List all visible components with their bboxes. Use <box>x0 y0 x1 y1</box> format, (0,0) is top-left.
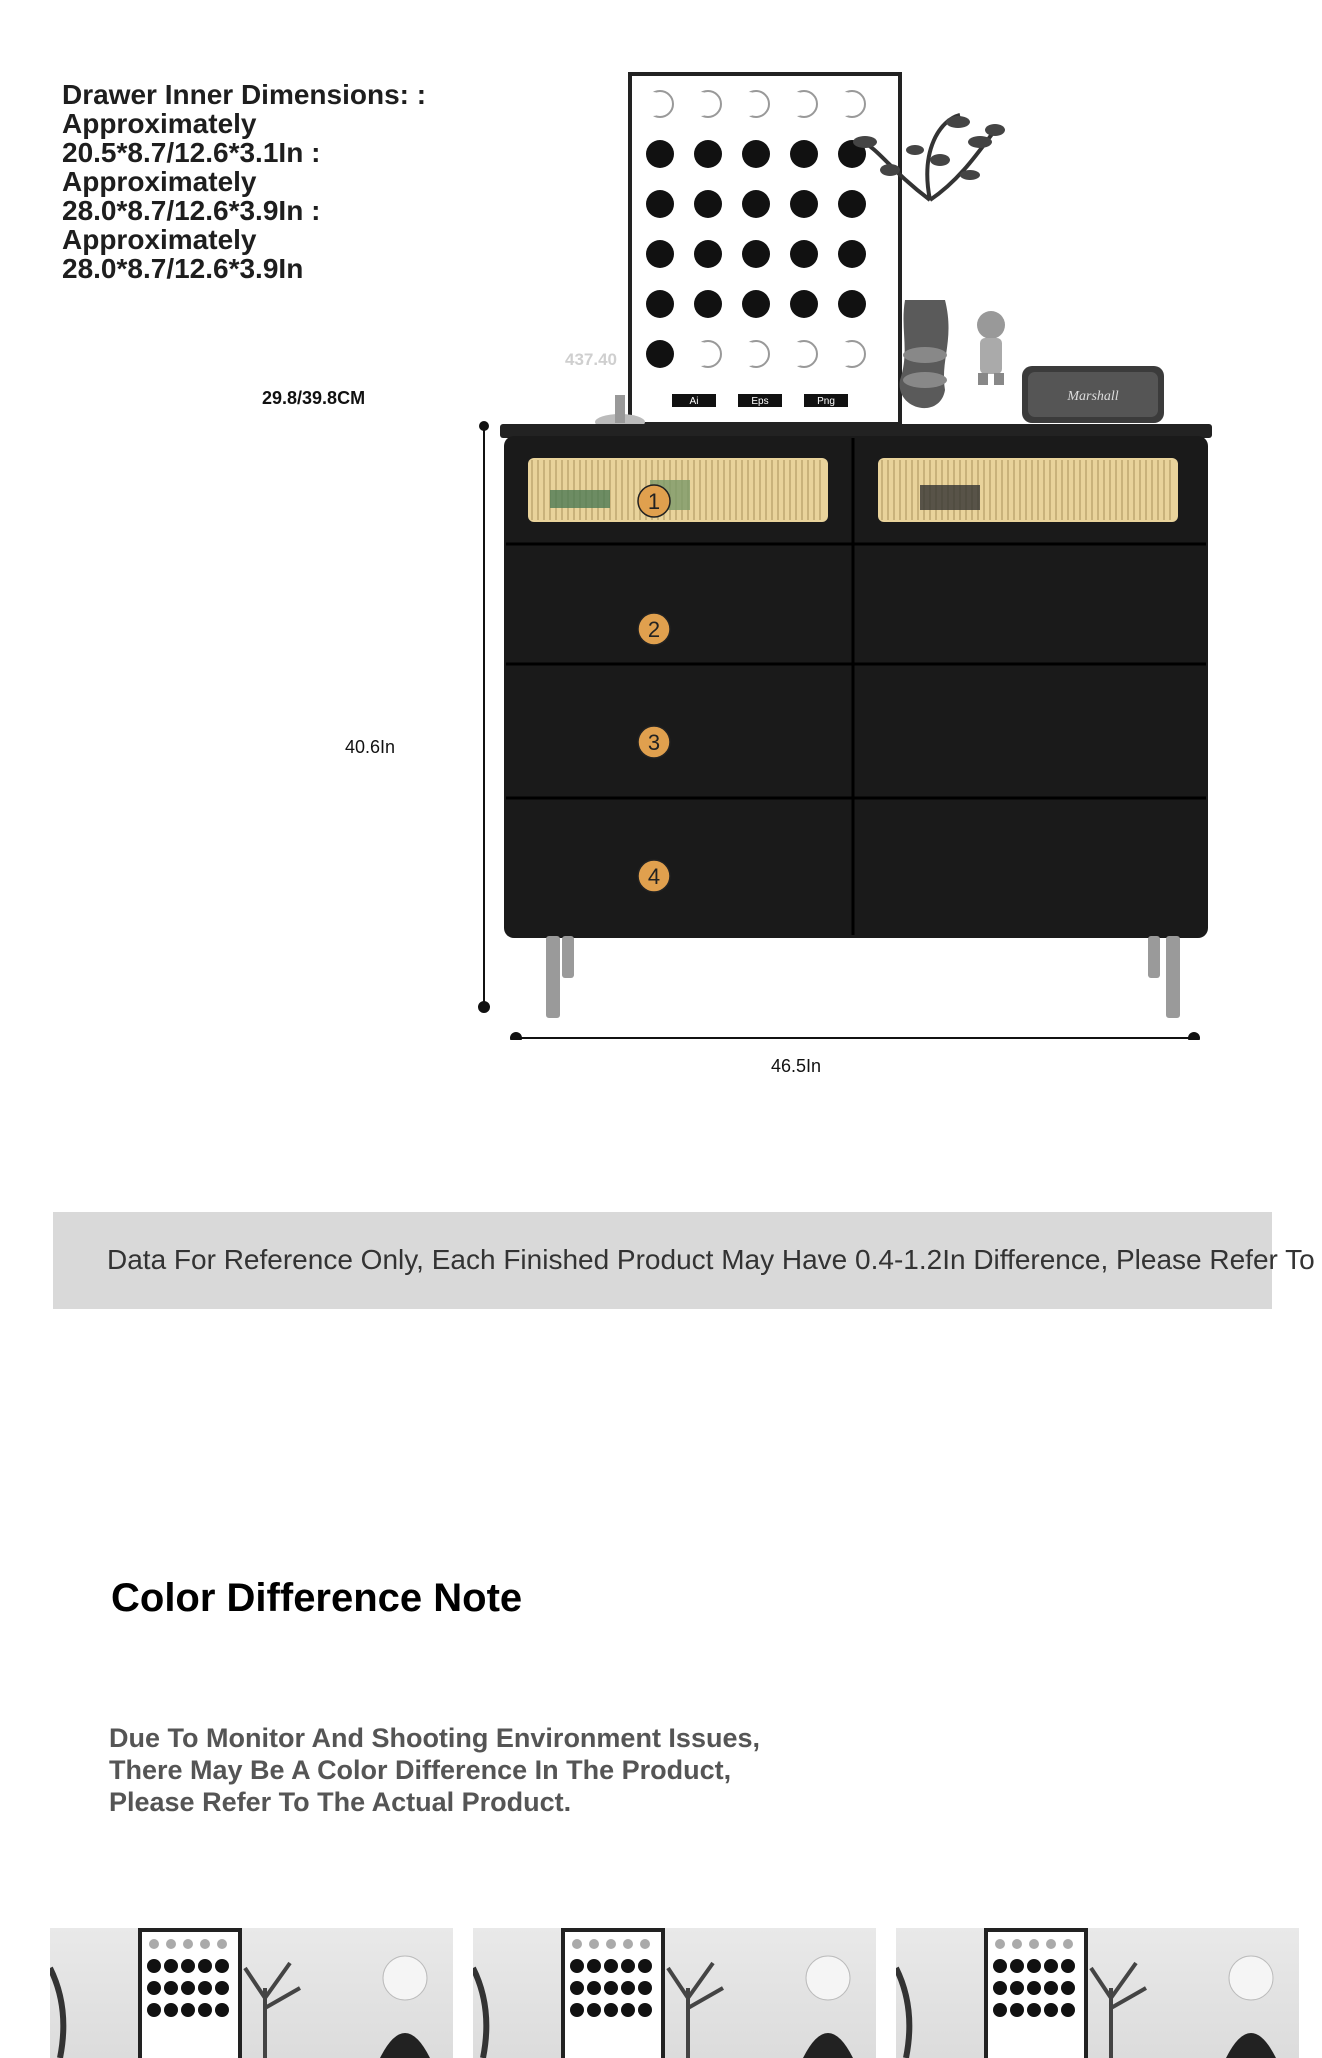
dresser-legs <box>546 936 1180 1018</box>
disclaimer-bar <box>53 1212 1315 1309</box>
drawer-number-badge <box>638 485 670 517</box>
color-note-title: Color Difference Note <box>111 1576 523 1620</box>
disclaimer-text: Data For Reference Only, Each Finished Product May Have 0.4-1.2In Difference, Please Refer To <box>107 1244 1315 1275</box>
dimension-line: Approximately <box>62 166 257 197</box>
figurine <box>977 311 1005 385</box>
svg-text:3: 3 <box>647 730 661 755</box>
speaker <box>1022 366 1164 423</box>
drawer-dimensions-text <box>62 80 482 283</box>
product-thumbnail[interactable] <box>473 1928 876 2058</box>
poster-tag: Ai <box>689 396 699 407</box>
dimension-line: 28.0*8.7/12.6*3.9In : <box>62 195 321 226</box>
dresser-illustration <box>460 60 1230 1040</box>
svg-text:4: 4 <box>647 864 661 889</box>
dimension-line: Drawer Inner Dimensions: : <box>62 79 427 110</box>
color-note-body: Due To Monitor And Shooting Environment Issues, There May Be A Color Difference In The Product, Please Refer To The Actual Product. <box>109 1723 760 1817</box>
dimension-line: Approximately <box>62 224 257 255</box>
drawer-number-badge <box>638 726 670 758</box>
svg-text:2: 2 <box>647 617 661 642</box>
dimension-line: 28.0*8.7/12.6*3.9In <box>62 253 304 284</box>
svg-text:1: 1 <box>647 489 661 514</box>
depth-label: 29.8/39.8CM <box>262 388 366 408</box>
dimension-line: 20.5*8.7/12.6*3.1In : <box>62 137 321 168</box>
product-thumbnail[interactable] <box>896 1928 1299 2058</box>
inner-measure-mark: 437.40 <box>565 350 617 369</box>
height-label: 40.6In <box>345 737 396 757</box>
moon-phase-poster <box>630 74 900 424</box>
poster-tag: Png <box>817 396 835 407</box>
dresser-top <box>500 424 1212 438</box>
speaker-brand: Marshall <box>1067 389 1119 404</box>
dimension-line: Approximately <box>62 108 257 139</box>
product-thumbnail[interactable] <box>50 1928 453 2058</box>
width-label: 46.5In <box>771 1056 822 1076</box>
drawer-number-badge <box>638 613 670 645</box>
poster-tag: Eps <box>751 396 769 407</box>
drawer-number-badge <box>638 860 670 892</box>
